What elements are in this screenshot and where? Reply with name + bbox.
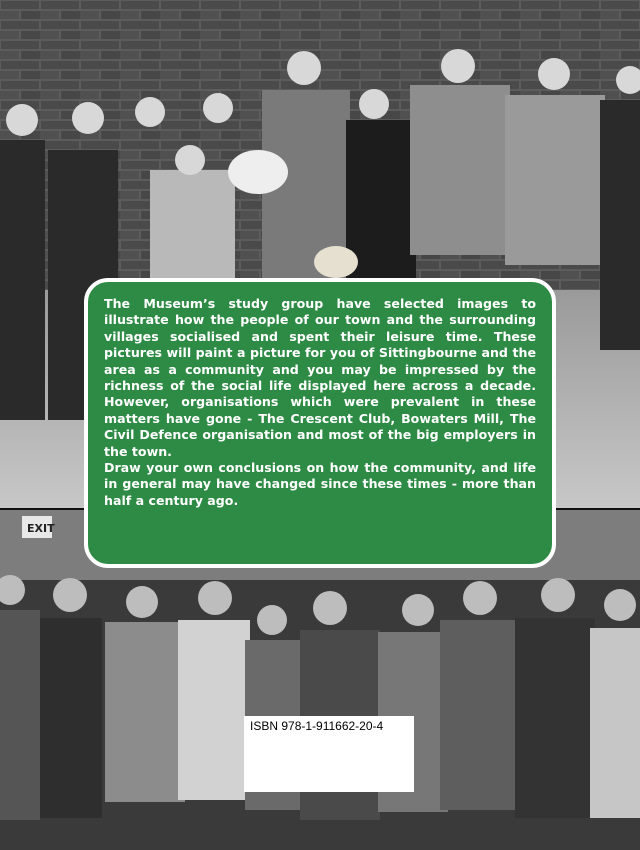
blurb-paragraph-2: Draw your own conclusions on how the community, and life in general may have changed since these times - more than half a century ago. — [104, 460, 536, 508]
blurb-paragraph-1: The Museum’s study group have selected images to illustrate how the people of our town and the surrounding villages socialised and spent their leisure time. These pictures will paint a picture for you of Sittingbourne and the area as a community and you may be impressed by the richness of the social life displayed here across a decade. However, organisations which were prevalent in these matters have gone - The Crescent Club, Bowaters Mill, The Civil Defence organisation and most of the big employers in the town. — [104, 296, 536, 459]
exit-sign: EXIT — [27, 522, 55, 535]
isbn-box — [244, 716, 414, 792]
blurb-panel — [84, 278, 556, 568]
barcode-area — [250, 738, 408, 786]
isbn-text: ISBN 978-1-911662-20-4 — [250, 719, 384, 733]
